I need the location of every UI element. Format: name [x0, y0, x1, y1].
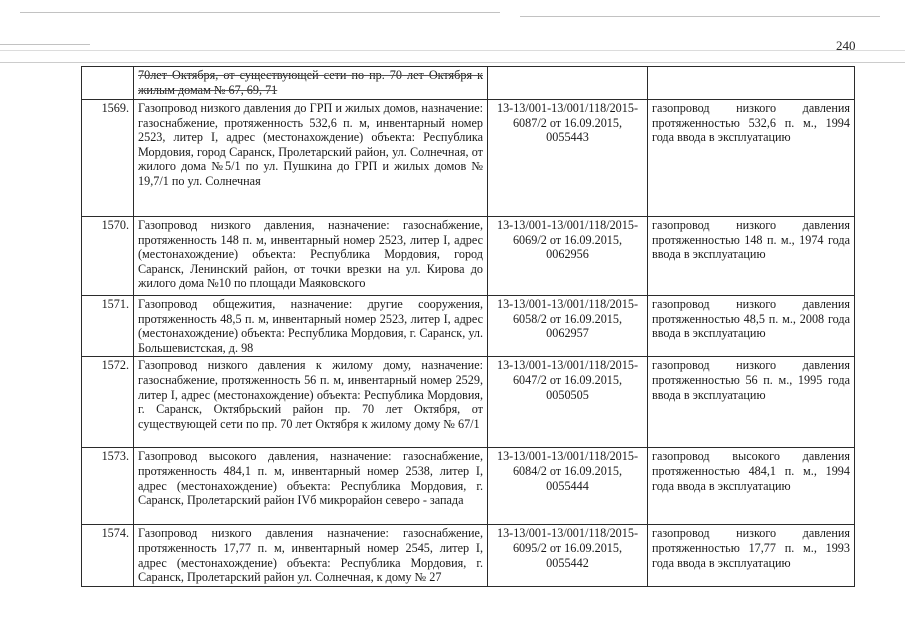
table-row — [82, 100, 855, 217]
object-description: Газопровод низкого давления до ГРП и жилых домов, назначение: газоснабжение, протяженность 532,6 п. м, инвентарный номер 2523, литер I, адрес (местонахождение) объекта: Республика Мордовия, город Саранск, Пролетарский район, ул. Солнечная, от жилого дома №5/1 по ул. Пушкина до ГРП и жилых домов № 19,7/1 по ул. Солнечная — [134, 100, 488, 217]
row-number: 1573. — [82, 448, 134, 525]
object-characteristics: газопровод высокого давления протяженностью 484,1 п. м., 1994 года ввода в эксплуатацию — [648, 448, 855, 525]
table-row — [82, 448, 855, 525]
row-number: 1570. — [82, 217, 134, 296]
table-row — [82, 67, 855, 100]
row-number: 1572. — [82, 357, 134, 448]
row-number: 1569. — [82, 100, 134, 217]
table-row — [82, 525, 855, 586]
object-characteristics: газопровод низкого давления протяженностью 532,6 п. м., 1994 года ввода в эксплуатацию — [648, 100, 855, 217]
table-row — [82, 296, 855, 357]
row-number — [82, 67, 134, 100]
scan-artifact-line — [0, 50, 905, 51]
object-description: Газопровод высокого давления, назначение: газоснабжение, протяженность 484,1 п. м, инвентарный номер 2538, литер I, адрес (местонахождение) объекта: Республика Мордовия, г. Саранск, Пролетарский район IVб микрорайон северо - запада — [134, 448, 488, 525]
registration-record: 13-13/001-13/001/118/2015-6047/2 от 16.09.2015, 0050505 — [488, 357, 648, 448]
scan-artifact-line — [20, 12, 500, 13]
table-row — [82, 217, 855, 296]
registration-record: 13-13/001-13/001/118/2015-6058/2 от 16.09.2015, 0062957 — [488, 296, 648, 357]
page-number: 240 — [836, 38, 856, 53]
object-description: Газопровод низкого давления к жилому дому, назначение: газоснабжение, протяженность 56 п. м, инвентарный номер 2529, литер I, адрес (местонахождение) объекта: Республика Мордовия, г. Саранск, Октябрьский район пр. 70 лет Октября, от существующей сети по пр. 70 лет Октября к жилому дому № 67/1 — [134, 357, 488, 448]
object-description: 70лет Октября, от существующей сети по пр. 70 лет Октября к жилым домам № 67, 69, 71 — [134, 67, 488, 100]
registration-record — [488, 67, 648, 100]
row-number: 1574. — [82, 525, 134, 586]
scan-artifact-line — [0, 44, 90, 45]
registry-table — [81, 66, 855, 587]
registration-record: 13-13/001-13/001/118/2015-6095/2 от 16.09.2015, 0055442 — [488, 525, 648, 586]
registration-record: 13-13/001-13/001/118/2015-6069/2 от 16.09.2015, 0062956 — [488, 217, 648, 296]
object-characteristics — [648, 67, 855, 100]
scan-artifact-line — [0, 62, 905, 63]
object-characteristics: газопровод низкого давления протяженностью 48,5 п. м., 2008 года ввода в эксплуатацию — [648, 296, 855, 357]
object-description: Газопровод низкого давления, назначение: газоснабжение, протяженность 148 п. м, инвентарный номер 2523, литер I, адрес (местонахождение) объекта: Республика Мордовия, город Саранск, Ленинский район, от точки врезки на ул. Кирова до жилого дома №10 по площади Маяковского — [134, 217, 488, 296]
object-description: Газопровод низкого давления назначение: газоснабжение, протяженность 17,77 п. м, инвентарный номер 2545, литер I, адрес (местонахождение) объекта: Республика Мордовия, г. Саранск, Пролетарский район ул. Солнечная, к дому № 27 — [134, 525, 488, 586]
object-characteristics: газопровод низкого давления протяженностью 56 п. м., 1995 года ввода в эксплуатацию — [648, 357, 855, 448]
row-number: 1571. — [82, 296, 134, 357]
object-characteristics: газопровод низкого давления протяженностью 148 п. м., 1974 года ввода в эксплуатацию — [648, 217, 855, 296]
object-description: Газопровод общежития, назначение: другие сооружения, протяженность 48,5 п. м, инвентарный номер 2523, литер I, адрес (местонахождение) объекта: Республика Мордовия, г. Саранск, ул. Большевистская, д. 98 — [134, 296, 488, 357]
registration-record: 13-13/001-13/001/118/2015-6084/2 от 16.09.2015, 0055444 — [488, 448, 648, 525]
table-row — [82, 357, 855, 448]
scan-artifact-line — [520, 16, 880, 17]
object-characteristics: газопровод низкого давления протяженностью 17,77 п. м., 1993 года ввода в эксплуатацию — [648, 525, 855, 586]
registration-record: 13-13/001-13/001/118/2015-6087/2 от 16.09.2015, 0055443 — [488, 100, 648, 217]
